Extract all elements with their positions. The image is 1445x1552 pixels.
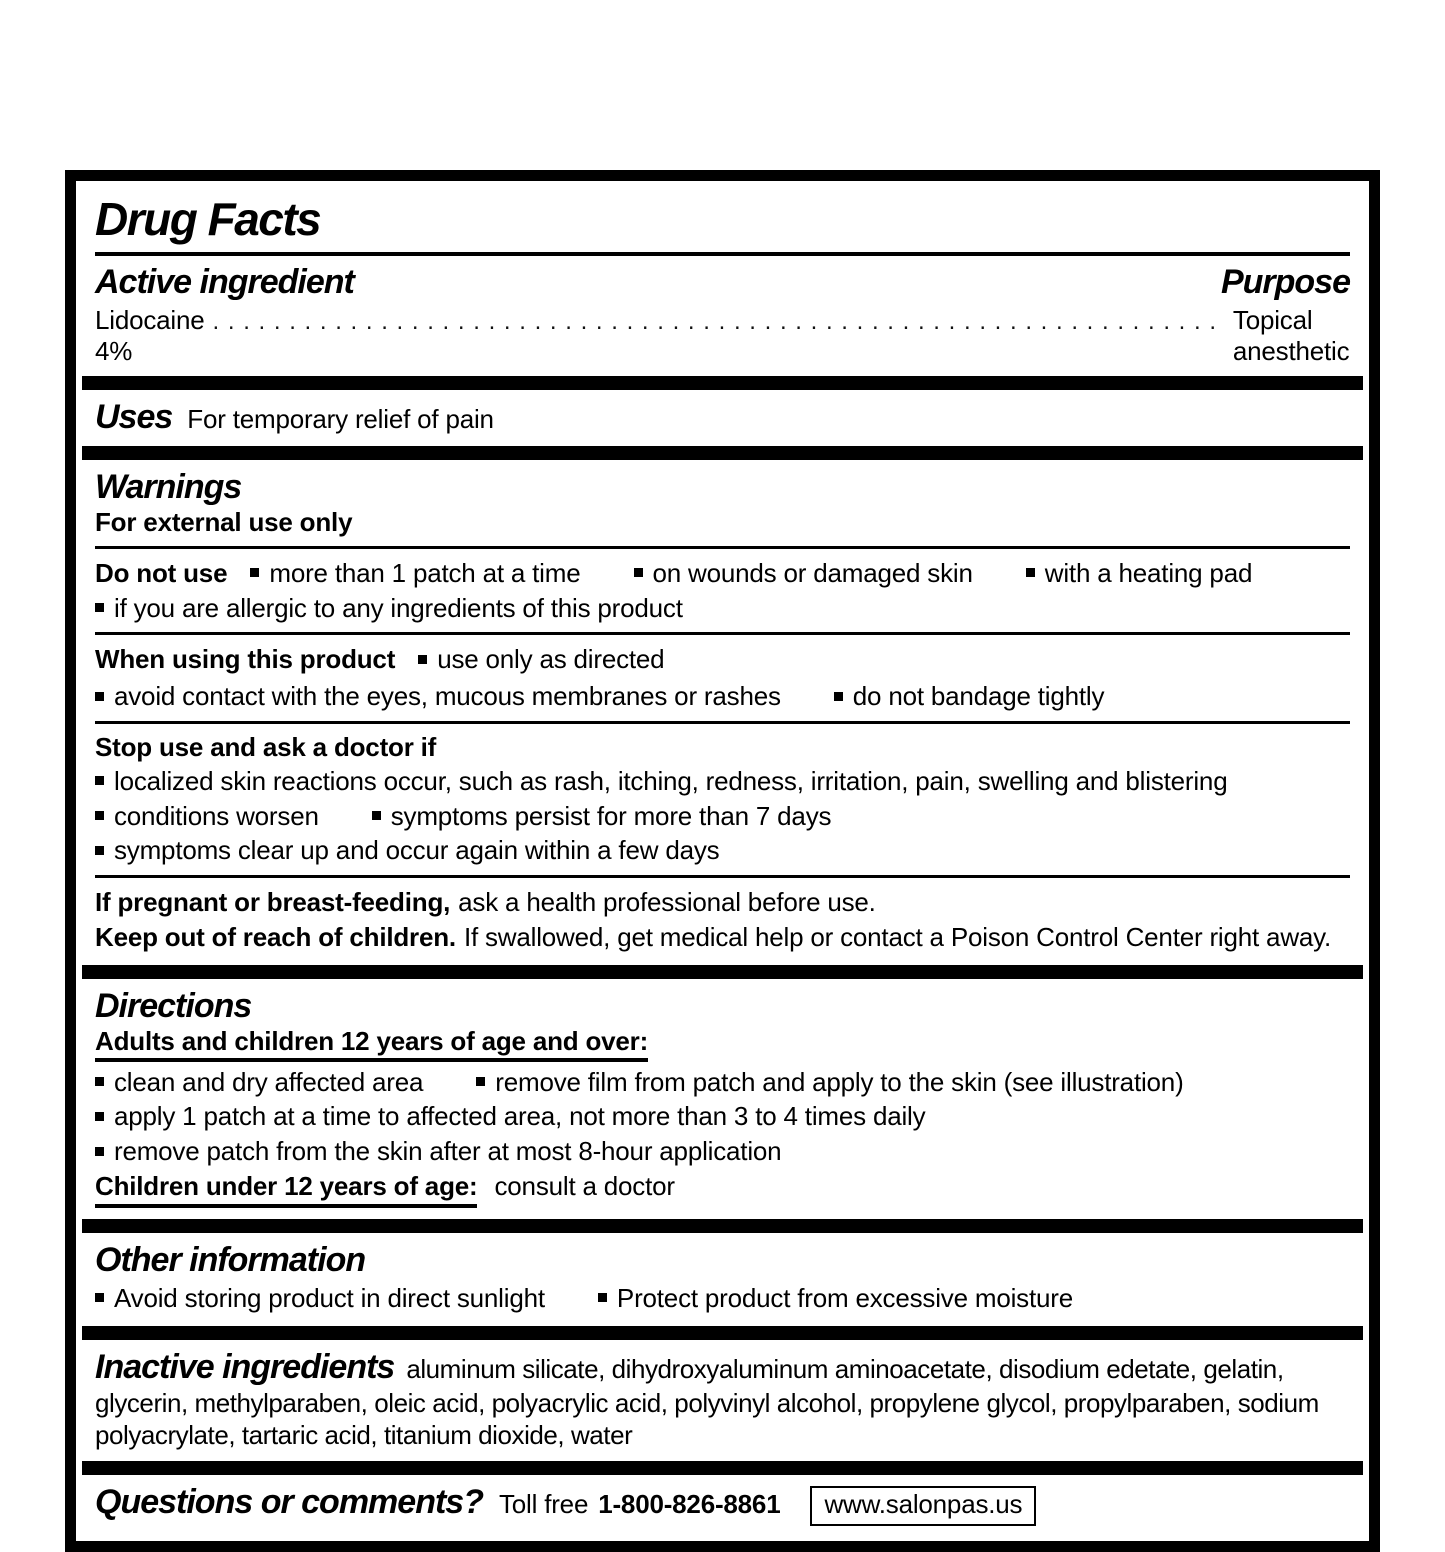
keep-out-of-reach-warning	[95, 921, 1350, 954]
stop-use-item: symptoms persist for more than 7 days	[372, 801, 832, 831]
directions-item: remove patch from the skin after at most 8-hour application	[95, 1136, 781, 1166]
active-ingredient-heading: Active ingredient	[95, 262, 354, 301]
when-using-item: use only as directed	[418, 644, 664, 674]
directions-item: apply 1 patch at a time to affected area, not more than 3 to 4 times daily	[95, 1101, 925, 1131]
bullet-icon	[95, 811, 104, 820]
do-not-use-heading: Do not use	[95, 557, 228, 588]
pregnant-warning-text: ask a health professional before use.	[458, 887, 876, 918]
when-using-item: do not bandage tightly	[834, 681, 1104, 711]
inactive-ingredients-heading: Inactive ingredients	[95, 1347, 395, 1386]
stop-use-line-3	[95, 834, 1350, 867]
do-not-use-item: with a heating pad	[1026, 558, 1252, 588]
directions-line-1	[95, 1066, 1350, 1099]
children-heading: Children under 12 years of age:	[95, 1170, 477, 1208]
questions-heading: Questions or comments?	[95, 1483, 483, 1522]
children-directions-text: consult a doctor	[494, 1170, 675, 1201]
section-divider-bar	[82, 376, 1363, 390]
warnings-subdivider	[95, 875, 1350, 878]
when-using-item: avoid contact with the eyes, mucous membranes or rashes	[95, 681, 781, 711]
when-using-line-2	[95, 680, 1350, 713]
dot-leader	[213, 305, 1225, 336]
active-ingredient-name: Lidocaine 4%	[95, 304, 205, 366]
section-warnings	[82, 460, 1363, 965]
warnings-subdivider	[95, 546, 1350, 549]
bullet-icon	[95, 692, 104, 701]
bullet-icon	[476, 1077, 485, 1086]
directions-line-2	[95, 1100, 1350, 1133]
drug-facts-title: Drug Facts	[95, 193, 321, 245]
do-not-use-item: more than 1 patch at a time	[250, 558, 580, 588]
adults-heading-row	[95, 1026, 1350, 1062]
bullet-icon	[95, 776, 104, 785]
bullet-icon	[834, 692, 843, 701]
when-using-heading: When using this product	[95, 644, 396, 675]
bullet-icon	[418, 655, 427, 664]
website-box	[810, 1486, 1036, 1526]
keep-out-of-reach-text: If swallowed, get medical help or contact a Poison Control Center right away.	[463, 921, 1332, 952]
active-ingredient-row	[95, 305, 1350, 367]
when-using-line-1	[95, 643, 1350, 676]
section-drug-facts	[82, 187, 1363, 376]
other-information-heading: Other information	[95, 1240, 366, 1279]
questions-row	[95, 1482, 1350, 1526]
bullet-icon	[95, 1147, 104, 1156]
inactive-ingredients-paragraph	[95, 1347, 1350, 1453]
section-divider-bar	[82, 1461, 1363, 1475]
stop-use-item: localized skin reactions occur, such as rash, itching, redness, irritation, pain, swelling and blistering	[95, 766, 1227, 796]
directions-item: clean and dry affected area	[95, 1067, 423, 1097]
bullet-icon	[598, 1293, 607, 1302]
stop-use-item: conditions worsen	[95, 801, 319, 831]
directions-line-3	[95, 1135, 1350, 1168]
section-directions	[82, 979, 1363, 1219]
warnings-heading: Warnings	[95, 467, 242, 506]
other-information-item: Protect product from excessive moisture	[598, 1283, 1073, 1313]
do-not-use-item: if you are allergic to any ingredients of this product	[95, 593, 683, 623]
directions-item: remove film from patch and apply to the skin (see illustration)	[476, 1067, 1183, 1097]
section-other-information	[82, 1233, 1363, 1326]
purpose-heading: Purpose	[1220, 262, 1350, 301]
bullet-icon	[372, 811, 381, 820]
do-not-use-line-1	[95, 557, 1350, 590]
children-directions-row	[95, 1170, 1350, 1208]
external-use-only-text: For external use only	[95, 506, 353, 537]
do-not-use-line-2	[95, 592, 1350, 625]
bullet-icon	[634, 568, 643, 577]
bullet-icon	[1026, 568, 1035, 577]
section-uses	[82, 390, 1363, 446]
warnings-subdivider	[95, 632, 1350, 635]
stop-use-item: symptoms clear up and occur again within a few days	[95, 835, 719, 865]
inactive-ingredients-text: aluminum silicate, dihydroxyaluminum aminoacetate, disodium edetate, gelatin, glycerin, methylparaben, oleic acid, polyacrylic acid, polyvinyl alcohol, propylene glycol, propylparaben, sodium polyacrylate, tartaric acid, titanium dioxide, water	[95, 1353, 1319, 1451]
section-divider-bar	[82, 1219, 1363, 1233]
section-divider-bar	[82, 1326, 1363, 1340]
toll-free-phone-number: 1-800-826-8861	[598, 1489, 781, 1520]
bullet-icon	[95, 603, 104, 612]
uses-heading: Uses	[95, 397, 173, 436]
bullet-icon	[95, 1077, 104, 1086]
drug-facts-label	[65, 170, 1380, 1552]
uses-row	[95, 397, 1350, 437]
bullet-icon	[95, 1293, 104, 1302]
toll-free-label: Toll free	[498, 1489, 589, 1520]
other-information-item: Avoid storing product in direct sunlight	[95, 1283, 545, 1313]
stop-use-line-2	[95, 800, 1350, 833]
section-divider-bar	[82, 446, 1363, 460]
stop-use-line-1	[95, 765, 1350, 798]
uses-text: For temporary relief of pain	[187, 403, 494, 434]
other-information-line	[95, 1282, 1350, 1315]
section-questions	[82, 1475, 1363, 1535]
pregnant-warning-bold: If pregnant or breast-feeding,	[95, 887, 451, 918]
section-inactive-ingredients	[82, 1340, 1363, 1462]
warnings-subdivider	[95, 721, 1350, 724]
title-divider	[95, 252, 1350, 256]
pregnant-warning	[95, 886, 1350, 919]
bullet-icon	[250, 568, 259, 577]
bullet-icon	[95, 1112, 104, 1121]
adults-heading: Adults and children 12 years of age and over:	[95, 1026, 648, 1062]
keep-out-of-reach-bold: Keep out of reach of children.	[95, 921, 456, 952]
bullet-icon	[95, 846, 104, 855]
stop-use-heading: Stop use and ask a doctor if	[95, 731, 437, 762]
active-purpose-header-row	[95, 262, 1350, 302]
do-not-use-item: on wounds or damaged skin	[634, 558, 973, 588]
website-url: www.salonpas.us	[824, 1489, 1023, 1520]
active-ingredient-purpose: Topical anesthetic	[1232, 304, 1350, 366]
section-divider-bar	[82, 965, 1363, 979]
directions-heading: Directions	[95, 986, 252, 1025]
